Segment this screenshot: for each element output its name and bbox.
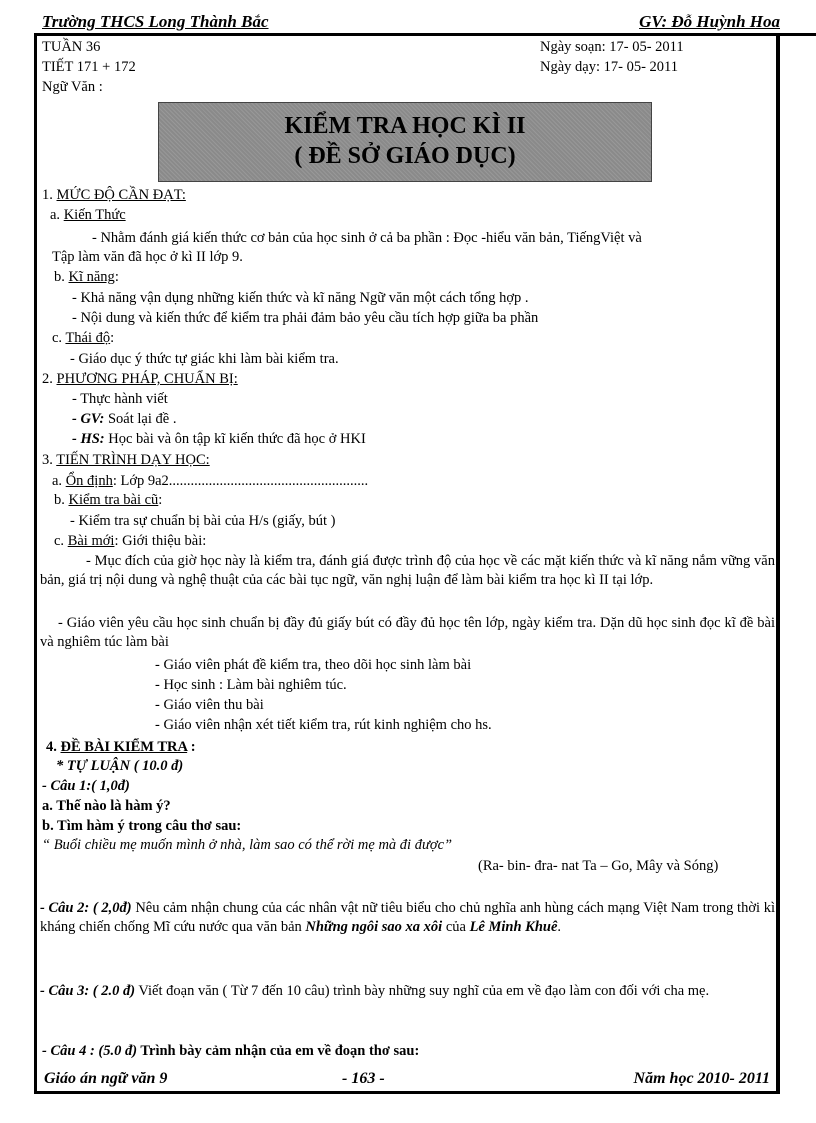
s1-a-heading: a. Kiến Thức	[50, 207, 126, 223]
footer-right: Năm học 2010- 2011	[633, 1070, 770, 1087]
s4-tl-heading: * TỰ LUẬN ( 10.0 đ)	[56, 758, 184, 774]
q1-label: - Câu 1:( 1,0đ)	[42, 778, 130, 794]
s3-c-heading: c. Bài mới: Giới thiệu bài:	[54, 533, 207, 549]
s3-step: - Học sinh : Làm bài nghiêm túc.	[155, 677, 347, 693]
page-header	[36, 12, 780, 34]
s1-b-heading: b. Kĩ năng:	[54, 269, 119, 285]
s3-step: - Giáo viên nhận xét tiết kiểm tra, rút kinh nghiệm cho hs.	[155, 717, 492, 733]
title-line-2: ( ĐỀ SỞ GIÁO DỤC)	[294, 143, 516, 169]
s3-paragraph-1: - Mục đích của giờ học này là kiểm tra, đánh giá được trình độ của học về các mặt kiến thức và kĩ năng nắm vững văn bản, giá trị nội dung và nghệ thuật của các bài tục ngữ, văn nghị luận để làm bài kiểm tra học kì II tại lớp.	[40, 553, 775, 588]
q1-b: b. Tìm hàm ý trong câu thơ sau:	[42, 818, 242, 834]
s3-b-heading: b. Kiểm tra bài cũ:	[54, 492, 163, 508]
q1-source: (Ra- bin- đra- nat Ta – Go, Mây và Sóng)	[478, 858, 719, 874]
title-box	[158, 102, 652, 182]
q4-line: - Câu 4 : (5.0 đ) Trình bày cảm nhận của em về đoạn thơ sau:	[42, 1043, 420, 1059]
s3-step: - Giáo viên phát đề kiểm tra, theo dõi học sinh làm bài	[155, 657, 472, 673]
s1-c-heading: c. Thái độ:	[52, 330, 115, 346]
q1-a: a. Thế nào là hàm ý?	[42, 798, 171, 814]
s1-c-text: - Giáo dục ý thức tự giác khi làm bài kiểm tra.	[70, 351, 339, 367]
lesson-label: TIẾT 171 + 172	[42, 59, 136, 75]
week-label: TUẦN 36	[42, 39, 101, 55]
teacher-name: GV: Đỗ Huỳnh Hoa	[639, 12, 780, 31]
section-2-heading: 2. PHƯƠNG PHÁP, CHUẨN BỊ:	[42, 371, 238, 387]
title-line-1: KIỂM TRA HỌC KÌ II	[284, 113, 526, 139]
s2-hs: - HS: Học bài và ôn tập kĩ kiến thức đã học ở HKI	[72, 431, 366, 447]
section-1-heading: 1. MỨC ĐỘ CẦN ĐẠT:	[42, 187, 186, 203]
footer-left: Giáo án ngữ văn 9	[44, 1070, 168, 1087]
q2-paragraph: - Câu 2: ( 2,0đ) Nêu cảm nhận chung của các nhân vật nữ tiêu biểu cho chủ nghĩa anh hùng cách mạng Việt Nam trong thời kì kháng chiến chống Mĩ cứu nước qua văn bản Những ngôi sao xa xôi của Lê Minh Khuê.	[40, 900, 775, 935]
s2-text-1: - Thực hành viết	[72, 391, 168, 407]
s2-gv: - GV: Soát lại đề .	[72, 411, 177, 427]
s1-a-text-2: Tập làm văn đã học ở kì II lớp 9.	[52, 249, 243, 265]
s3-paragraph-2: - Giáo viên yêu cầu học sinh chuẩn bị đầy đủ giấy bút có đầy đủ học tên lớp, ngày kiểm tra. Dặn dũ học sinh đọc kĩ đề bài và nghiêm túc làm bài	[40, 615, 775, 650]
prepared-date: Ngày soạn: 17- 05- 2011	[540, 39, 684, 55]
taught-date: Ngày dạy: 17- 05- 2011	[540, 59, 678, 75]
footer-page-number: - 163 -	[342, 1070, 385, 1087]
s1-b-text-2: - Nội dung và kiến thức để kiểm tra phải đảm bảo yêu cầu tích hợp giữa ba phần	[72, 310, 539, 326]
subject-label: Ngữ Văn :	[42, 79, 103, 95]
section-3-heading: 3. TIẾN TRÌNH DẠY HỌC:	[42, 452, 210, 468]
s1-b-text-1: - Khả năng vận dụng những kiến thức và kĩ năng Ngữ văn một cách tổng hợp .	[72, 290, 529, 306]
q3-paragraph: - Câu 3: ( 2.0 đ) Viết đoạn văn ( Từ 7 đến 10 câu) trình bày những suy nghĩ của em về đạo làm con đối với cha mẹ.	[40, 983, 710, 999]
s3-b-text: - Kiểm tra sự chuẩn bị bài của H/s (giấy, bút )	[70, 513, 336, 529]
s1-a-text-1: - Nhằm đánh giá kiến thức cơ bản của học sinh ở cả ba phần : Đọc -hiểu văn bản, TiếngViệt và	[92, 230, 642, 246]
s3-step: - Giáo viên thu bài	[155, 697, 264, 713]
school-name: Trường THCS Long Thành Bắc	[42, 12, 269, 31]
q1-quote: “ Buổi chiều mẹ muốn mình ở nhà, làm sao có thể rời mẹ mà đi được”	[42, 837, 453, 853]
s3-a-line: a. Ổn định: Lớp 9a2.......................................................	[52, 473, 369, 489]
section-4-heading: 4. ĐỀ BÀI KIỂM TRA :	[46, 739, 196, 755]
